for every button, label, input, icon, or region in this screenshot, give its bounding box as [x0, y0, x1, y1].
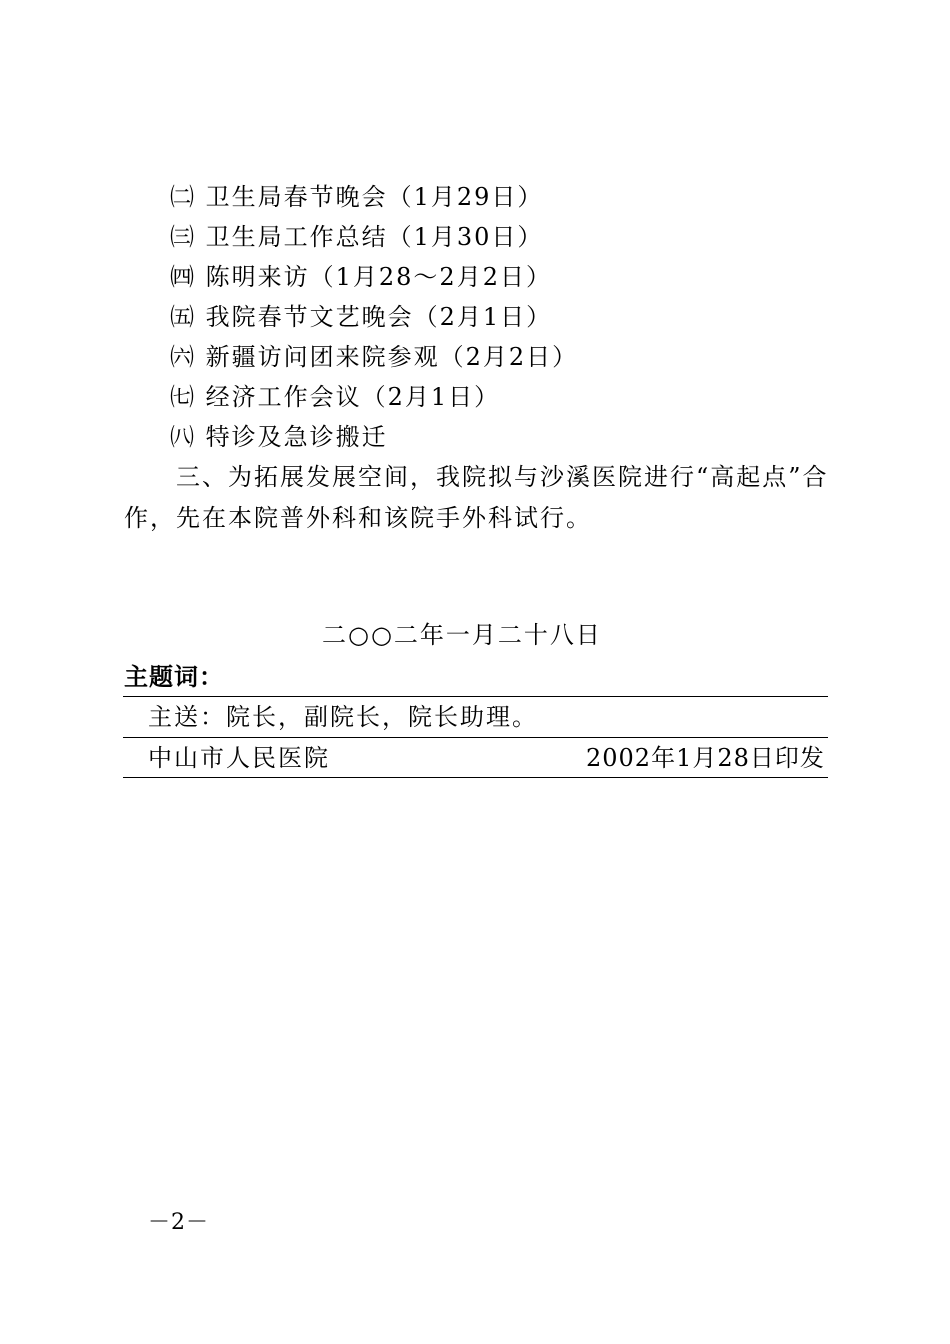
keywords-label: 主题词：: [124, 663, 224, 691]
agenda-item-4: ㈣ 陈明来访（1月28～2月2日）: [170, 263, 552, 291]
rule-middle: [123, 737, 828, 738]
paragraph-line-2: 作，先在本院普外科和该院手外科试行。: [124, 504, 592, 532]
page-number: －2－: [148, 1210, 209, 1235]
rule-top: [123, 696, 828, 697]
rule-bottom: [123, 777, 828, 778]
agenda-item-7: ㈦ 经济工作会议（2月1日）: [170, 383, 501, 411]
agenda-item-8: ㈧ 特诊及急诊搬迁: [170, 423, 388, 451]
cc-line: 主送：院长，副院长，院长助理。: [148, 703, 538, 731]
agenda-item-3: ㈢ 卫生局工作总结（1月30日）: [170, 223, 544, 251]
agenda-item-2: ㈡ 卫生局春节晚会（1月29日）: [170, 183, 544, 211]
agenda-item-5: ㈤ 我院春节文艺晚会（2月1日）: [170, 303, 553, 331]
paragraph-line-1: 三、为拓展发展空间，我院拟与沙溪医院进行“高起点”合: [124, 463, 829, 491]
agenda-item-6: ㈥ 新疆访问团来院参观（2月2日）: [170, 343, 579, 371]
issuer: 中山市人民医院: [148, 744, 330, 772]
document-date: 二○○二年一月二十八日: [322, 621, 602, 649]
issue-date: 2002年1月28日印发: [586, 744, 825, 772]
